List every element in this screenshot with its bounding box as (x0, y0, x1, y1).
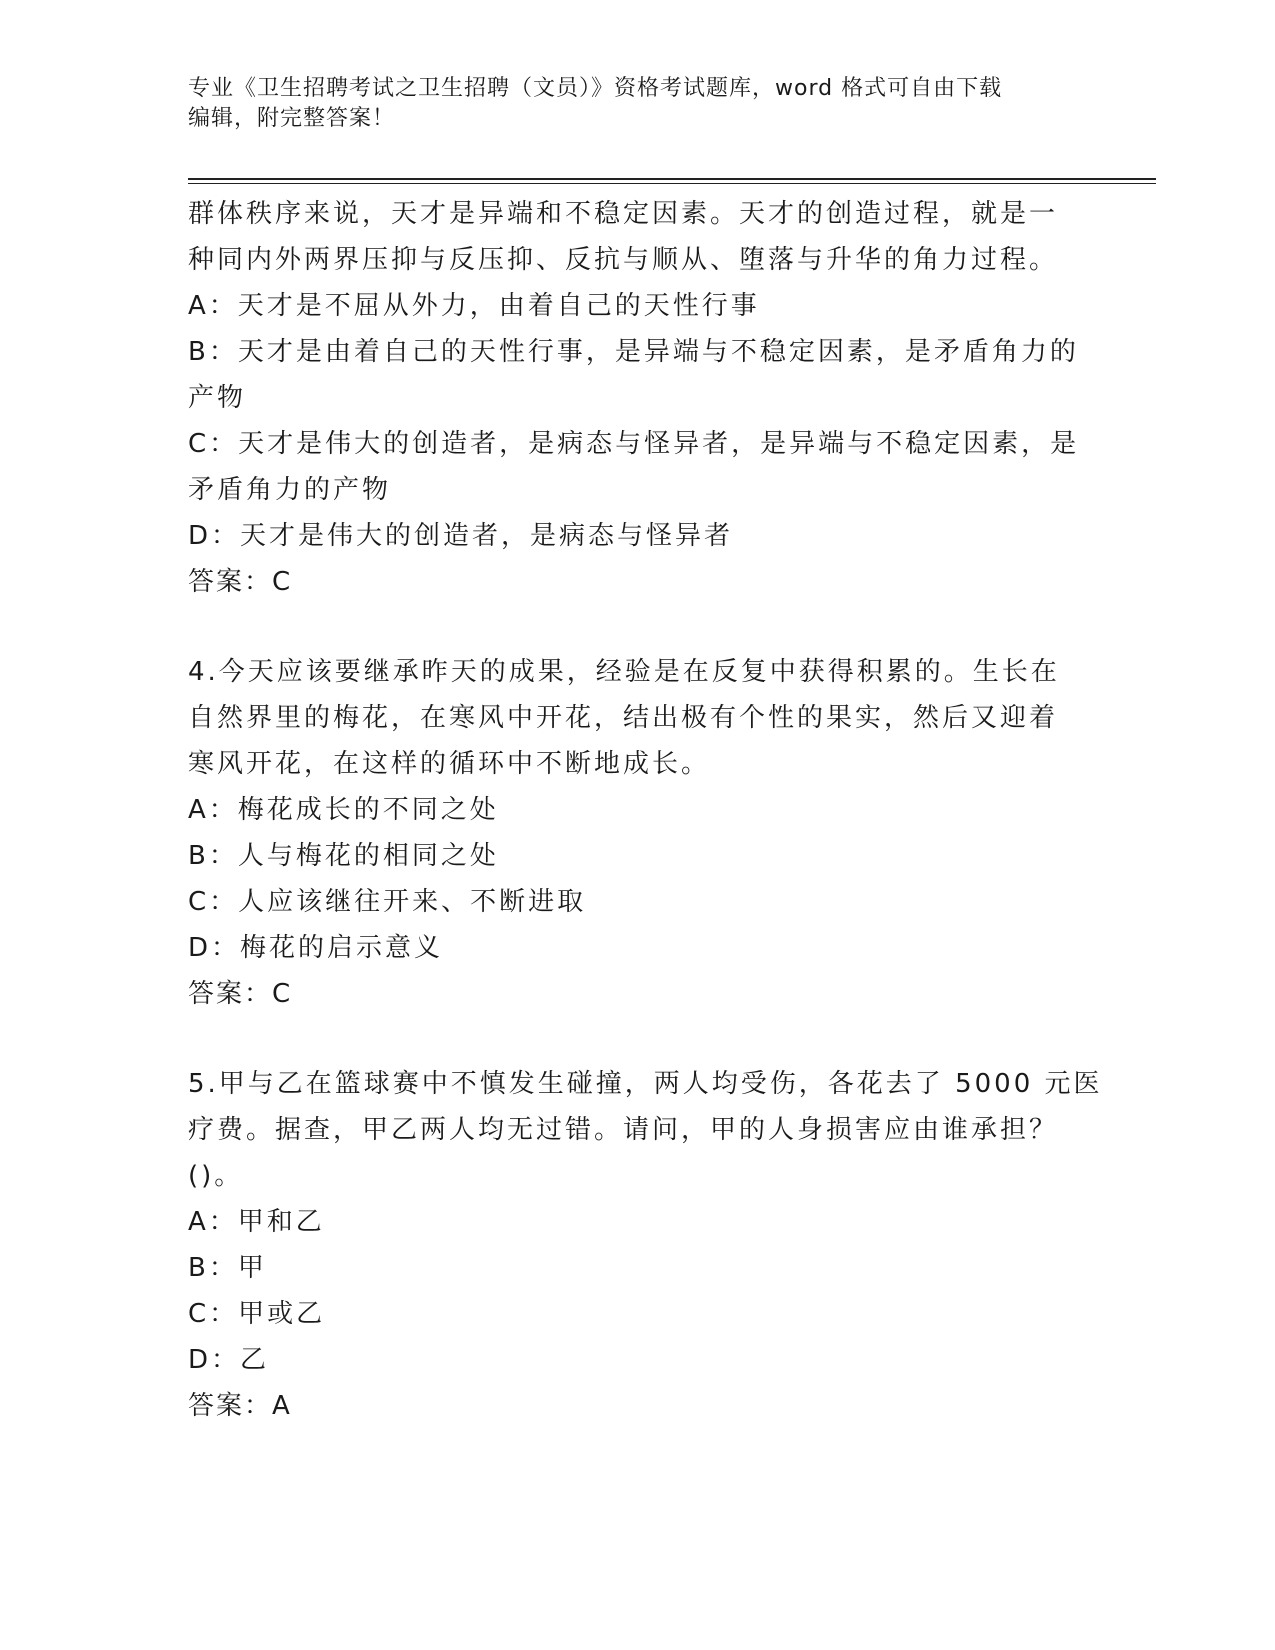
option-a: A：甲和乙 (188, 1207, 325, 1237)
option-d: D：天才是伟大的创造者，是病态与怪异者 (188, 521, 734, 551)
question-stem-line: 种同内外两界压抑与反压抑、反抗与顺从、堕落与升华的角力过程。 (188, 245, 1059, 275)
header-divider-thin (188, 183, 1156, 184)
option-c: C：天才是伟大的创造者，是病态与怪异者，是异端与不稳定因素，是 (188, 429, 1080, 459)
option-b: B：人与梅花的相同之处 (188, 841, 499, 871)
option-a: A：天才是不屈从外力，由着自己的天性行事 (188, 291, 760, 321)
answer-line: 答案：A (188, 1391, 292, 1421)
answer-line: 答案：C (188, 979, 293, 1009)
spacer (188, 1017, 1078, 1061)
option-d: D：乙 (188, 1345, 270, 1375)
option-d: D：梅花的启示意义 (188, 933, 444, 963)
question-5-block (188, 1061, 1103, 1429)
option-b: B：甲 (188, 1253, 267, 1283)
option-b: B：天才是由着自己的天性行事，是异端与不稳定因素，是矛盾角力的 (188, 337, 1079, 367)
document-header (188, 74, 1068, 134)
answer-line: 答案：C (188, 567, 293, 597)
question-4-block (188, 649, 1078, 1017)
question-stem-line: 疗费。据查，甲乙两人均无过错。请问，甲的人身损害应由谁承担？ (188, 1115, 1059, 1145)
option-c: C：甲或乙 (188, 1299, 326, 1329)
option-b-continued: 产物 (188, 383, 247, 413)
spacer (188, 605, 1078, 649)
header-line-1: 专业《卫生招聘考试之卫生招聘（文员）》资格考试题库，word 格式可自由下载 (188, 76, 1003, 101)
question-stem-line: 5.甲与乙在篮球赛中不慎发生碰撞，两人均受伤，各花去了 5000 元医 (188, 1069, 1103, 1099)
option-c: C：人应该继往开来、不断进取 (188, 887, 587, 917)
question-3-block (188, 191, 1078, 605)
question-stem-line: ()。 (188, 1161, 244, 1191)
option-c-continued: 矛盾角力的产物 (188, 475, 392, 505)
option-a: A：梅花成长的不同之处 (188, 795, 499, 825)
header-line-2: 编辑，附完整答案！ (188, 106, 396, 131)
question-stem-line: 4.今天应该要继承昨天的成果，经验是在反复中获得积累的。生长在 (188, 657, 1060, 687)
question-stem-line: 寒风开花，在这样的循环中不断地成长。 (188, 749, 711, 779)
question-content (188, 191, 1103, 1429)
question-stem-line: 自然界里的梅花，在寒风中开花，结出极有个性的果实，然后又迎着 (188, 703, 1059, 733)
header-divider-thick (188, 178, 1156, 180)
question-stem-line: 群体秩序来说，天才是异端和不稳定因素。天才的创造过程，就是一 (188, 199, 1059, 229)
